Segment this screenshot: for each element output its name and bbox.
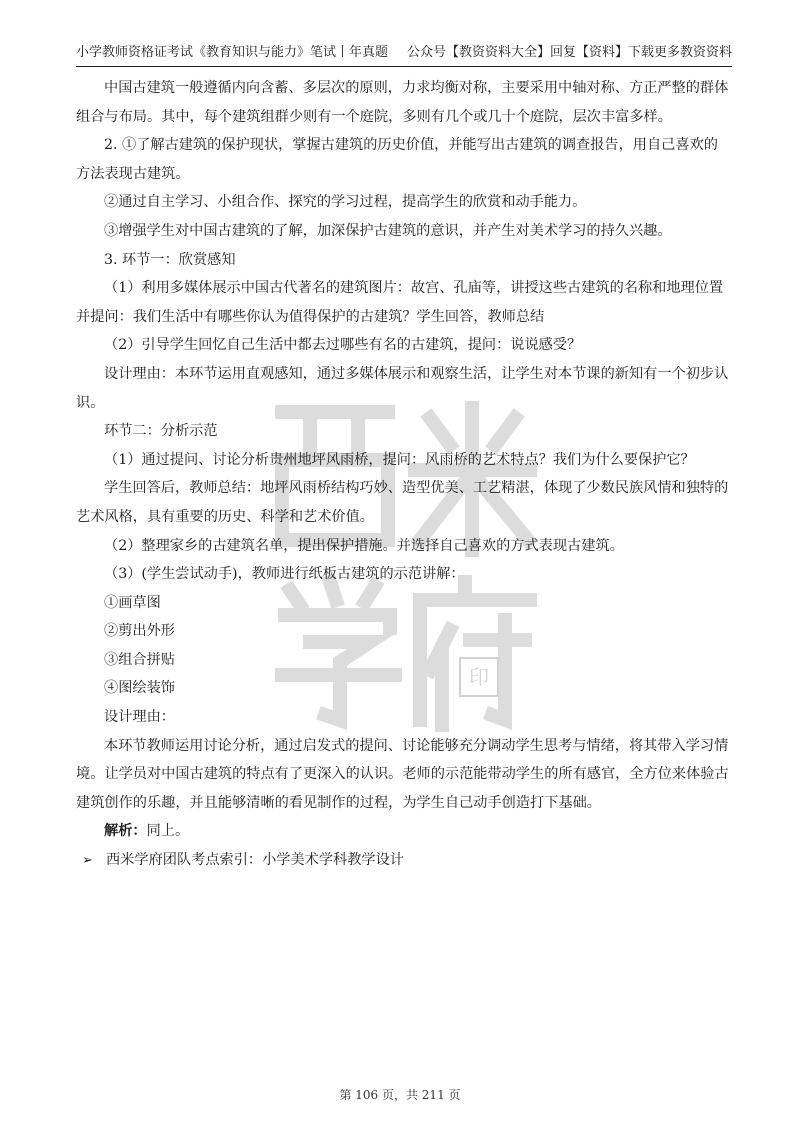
paragraph: 学生回答后，教师总结：地坪风雨桥结构巧妙、造型优美、工艺精湛，体现了少数民族风情和独特的艺术风格，具有重要的历史、科学和艺术价值。 (76, 480, 729, 525)
paragraph: ③增强学生对中国古建筑的了解，加深保护古建筑的意识，并产生对美术学习的持久兴趣。 (104, 222, 672, 239)
paragraph: 环节二：分析示范 (104, 423, 218, 440)
analysis-label: 解析： (104, 823, 147, 840)
paragraph: ①画草图 (104, 594, 161, 611)
bullet-text: 西米学府团队考点索引：小学美术学科教学设计 (106, 852, 404, 869)
paragraph: 设计理由： (104, 709, 175, 726)
paragraph: ④图绘装饰 (104, 680, 175, 697)
paragraph: 本环节教师运用讨论分析，通过启发式的提问、讨论能够充分调动学生思考与情绪，将其带入学习情境。让学员对中国古建筑的特点有了更深入的认识。老师的示范能带动学生的所有感官，全方位来体验古建筑创作的乐趣，并且能够清晰的看见制作的过程，为学生自己动手创造打下基础。 (76, 737, 729, 811)
paragraph: 中国古建筑一般遵循内向含蓄、多层次的原则，力求均衡对称，主要采用中轴对称、方正严整的群体组合与布局。其中，每个建筑组群少则有一个庭院，多则有几个或几十个庭院，层次丰富多样。 (76, 80, 729, 125)
paragraph: 3. 环节一：欣赏感知 (104, 251, 236, 268)
paragraph: （1）通过提问、讨论分析贵州地坪风雨桥，提问：风雨桥的艺术特点？我们为什么要保护它？ (104, 451, 695, 468)
paragraph: 2. ①了解古建筑的保护现状，掌握古建筑的历史价值，并能写出古建筑的调查报告，用自己喜欢的方法表现古建筑。 (76, 137, 718, 182)
analysis-line (76, 817, 732, 846)
paragraph: 设计理由：本环节运用直观感知，通过多媒体展示和观察生活，让学生对本节课的新知有一个初步认识。 (76, 365, 729, 411)
paragraph: （1）利用多媒体展示中国古代著名的建筑图片：故宫、孔庙等，讲授这些古建筑的名称和地理位置并提问：我们生活中有哪些你认为值得保护的古建筑？学生回答，教师总结 (76, 280, 724, 325)
paragraph: ③组合拼贴 (104, 651, 175, 668)
header-left-title: 小学教师资格证考试《教育知识与能力》笔试丨年真题 (76, 45, 389, 60)
paragraph: ②通过自主学习、小组合作、探究的学习过程，提高学生的欣赏和动手能力。 (104, 194, 587, 211)
watermark-seal-text: 印 (469, 665, 489, 689)
document-body (76, 74, 732, 876)
analysis-text: 同上。 (146, 823, 190, 840)
arrow-bullet-icon: ➢ (82, 853, 93, 869)
paragraph: （2）整理家乡的古建筑名单，提出保护措施。并选择自己喜欢的方式表现古建筑。 (104, 537, 624, 554)
paragraph: （3）(学生尝试动手)，教师进行纸板古建筑的示范讲解： (104, 566, 465, 583)
paragraph: （2）引导学生回忆自己生活中都去过哪些有名的古建筑，提问：说说感受？ (104, 337, 582, 354)
paragraph: ②剪出外形 (104, 623, 175, 640)
page-footer: 第 106 页，共 211 页 (339, 1088, 461, 1102)
header-right-note: 公众号【教资资料大全】回复【资料】下载更多教资资料 (406, 45, 732, 60)
bullet-line (76, 846, 732, 876)
page-header (76, 44, 732, 67)
